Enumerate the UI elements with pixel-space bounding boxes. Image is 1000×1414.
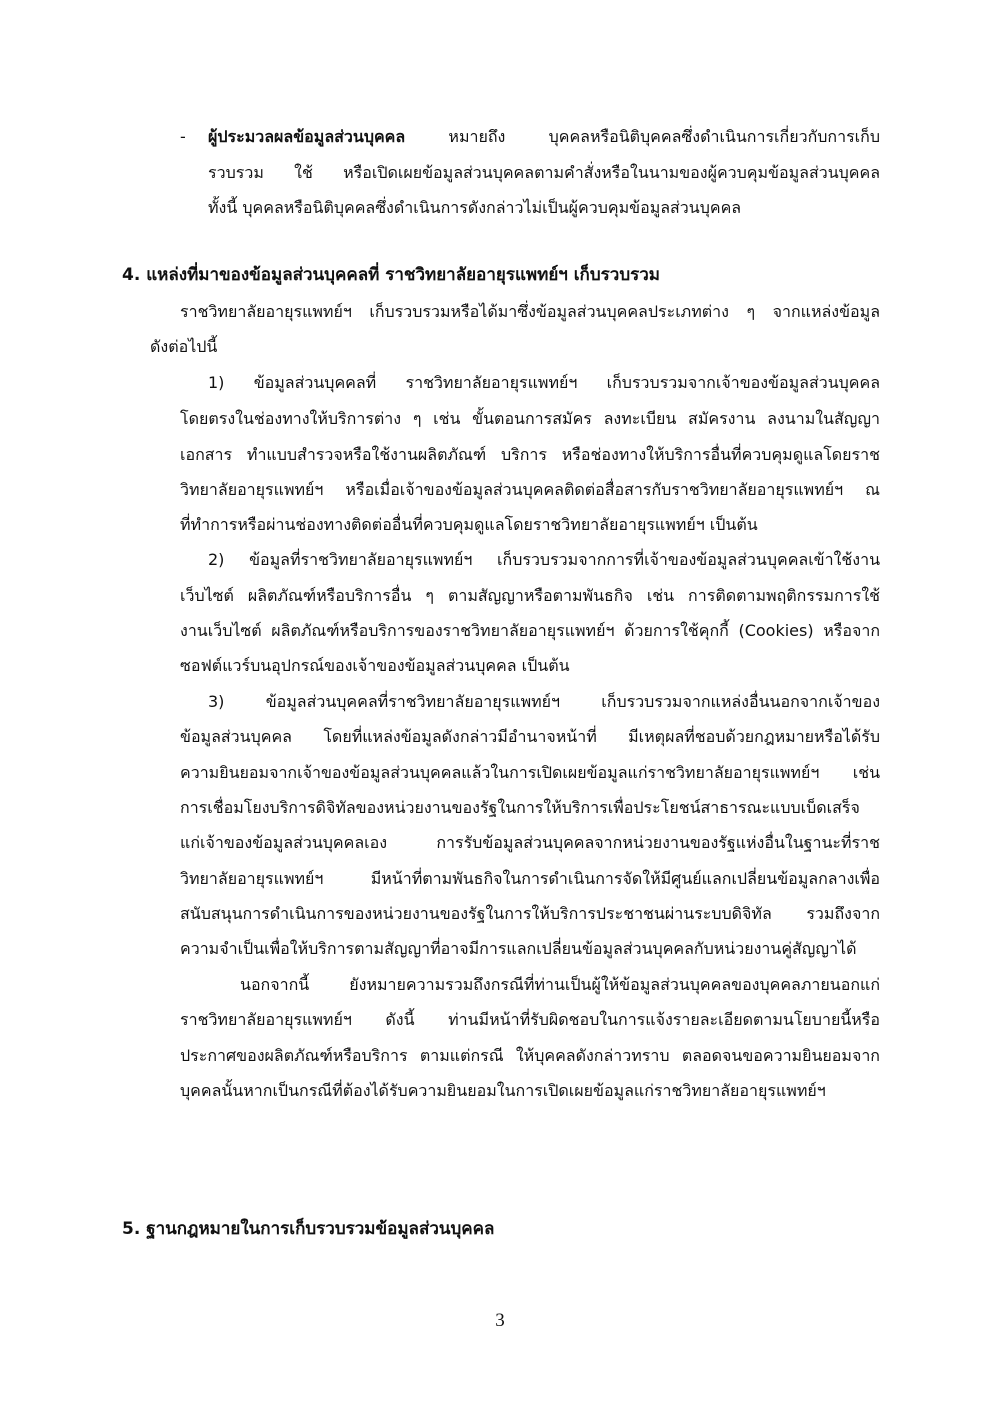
- item-1-line-5: ที่ทำการหรือผ่านช่องทางติดต่ออื่นที่ควบคุมดูแลโดยราชวิทยาลัยอายุรแพทย์ฯ เป็นต้น: [180, 515, 758, 534]
- section-4-heading: 4. แหล่งที่มาของข้อมูลส่วนบุคคลที่ ราชวิทยาลัยอายุรแพทย์ฯ เก็บรวบรวม: [122, 265, 660, 285]
- item-1-line-4: วิทยาลัยอายุรแพทย์ฯ หรือเมื่อเจ้าของข้อมูลส่วนบุคคลติดต่อสื่อสารกับราชวิทยาลัยอายุรแพทย์ฯ ณ: [180, 480, 880, 499]
- item-3-line-6: วิทยาลัยอายุรแพทย์ฯ มีหน้าที่ตามพันธกิจในการดำเนินการจัดให้มีศูนย์แลกเปลี่ยนข้อมูลกลางเพื่อ: [180, 869, 880, 888]
- section-4-intro-line-2: ดังต่อไปนี้: [150, 337, 218, 356]
- bullet-dash: -: [180, 127, 186, 146]
- item-3-line-1: 3) ข้อมูลส่วนบุคคลที่ราชวิทยาลัยอายุรแพทย์ฯ เก็บรวบรวมจากแหล่งอื่นนอกจากเจ้าของ: [208, 692, 880, 711]
- item-3-line-2: ข้อมูลส่วนบุคคล โดยที่แหล่งข้อมูลดังกล่าวมีอำนาจหน้าที่ มีเหตุผลที่ชอบด้วยกฎหมายหรือได้รับ: [180, 727, 880, 746]
- additional-line-1: นอกจากนี้ ยังหมายความรวมถึงกรณีที่ท่านเป็นผู้ให้ข้อมูลส่วนบุคคลของบุคคลภายนอกแก่: [240, 975, 880, 994]
- additional-line-4: บุคคลนั้นหากเป็นกรณีที่ต้องได้รับความยินยอมในการเปิดเผยข้อมูลแก่ราชวิทยาลัยอายุรแพทย์ฯ: [180, 1081, 826, 1100]
- additional-line-2: ราชวิทยาลัยอายุรแพทย์ฯ ดังนี้ ท่านมีหน้าที่รับผิดชอบในการแจ้งรายละเอียดตามนโยบายนี้หรือ: [180, 1010, 880, 1029]
- item-3-line-8: ความจำเป็นเพื่อให้บริการตามสัญญาที่อาจมีการแลกเปลี่ยนข้อมูลส่วนบุคคลกับหน่วยงานคู่สัญญาได้: [180, 939, 857, 958]
- definition-line-1: [208, 126, 880, 148]
- section-5-heading: 5. ฐานกฎหมายในการเก็บรวบรวมข้อมูลส่วนบุคคล: [122, 1219, 495, 1239]
- definition-term: ผู้ประมวลผลข้อมูลส่วนบุคคล: [208, 127, 406, 146]
- definition-line-1-text: หมายถึง บุคคลหรือนิติบุคคลซึ่งดำเนินการเกี่ยวกับการเก็บ: [448, 127, 880, 146]
- item-3-line-4: การเชื่อมโยงบริการดิจิทัลของหน่วยงานของรัฐในการให้บริการเพื่อประโยชน์สาธารณะแบบเบ็ดเสร็จ: [180, 798, 860, 817]
- section-4-intro-line-1: ราชวิทยาลัยอายุรแพทย์ฯ เก็บรวบรวมหรือได้มาซึ่งข้อมูลส่วนบุคคลประเภทต่าง ๆ จากแหล่งข้อมูล: [180, 302, 880, 321]
- item-2-line-1: 2) ข้อมูลที่ราชวิทยาลัยอายุรแพทย์ฯ เก็บรวบรวมจากการที่เจ้าของข้อมูลส่วนบุคคลเข้าใช้งาน: [208, 550, 880, 569]
- item-1-line-3: เอกสาร ทำแบบสำรวจหรือใช้งานผลิตภัณฑ์ บริการ หรือช่องทางให้บริการอื่นที่ควบคุมดูแลโดยราช: [180, 445, 880, 464]
- item-1-line-2: โดยตรงในช่องทางให้บริการต่าง ๆ เช่น ขั้นตอนการสมัคร ลงทะเบียน สมัครงาน ลงนามในสัญญา: [180, 409, 880, 428]
- page-number: 3: [495, 1310, 505, 1331]
- item-3-line-5: แก่เจ้าของข้อมูลส่วนบุคคลเอง การรับข้อมูลส่วนบุคคลจากหน่วยงานของรัฐแห่งอื่นในฐานะที่ราช: [180, 833, 880, 852]
- item-1-line-1: 1) ข้อมูลส่วนบุคคลที่ ราชวิทยาลัยอายุรแพทย์ฯ เก็บรวบรวมจากเจ้าของข้อมูลส่วนบุคคล: [208, 373, 880, 392]
- item-3-line-3: ความยินยอมจากเจ้าของข้อมูลส่วนบุคคลแล้วในการเปิดเผยข้อมูลแก่ราชวิทยาลัยอายุรแพทย์ฯ เช่น: [180, 763, 880, 782]
- item-2-line-2: เว็บไซต์ ผลิตภัณฑ์หรือบริการอื่น ๆ ตามสัญญาหรือตามพันธกิจ เช่น การติดตามพฤติกรรมการใช้: [180, 586, 880, 605]
- definition-line-3: ทั้งนี้ บุคคลหรือนิติบุคคลซึ่งดำเนินการดังกล่าวไม่เป็นผู้ควบคุมข้อมูลส่วนบุคคล: [208, 198, 742, 217]
- item-2-line-3: งานเว็บไซต์ ผลิตภัณฑ์หรือบริการของราชวิทยาลัยอายุรแพทย์ฯ ด้วยการใช้คุกกี้ (Cookies) หรือจาก: [180, 621, 880, 640]
- definition-line-2: รวบรวม ใช้ หรือเปิดเผยข้อมูลส่วนบุคคลตามคำสั่งหรือในนามของผู้ควบคุมข้อมูลส่วนบุคคล: [208, 163, 880, 182]
- additional-line-3: ประกาศของผลิตภัณฑ์หรือบริการ ตามแต่กรณี ให้บุคคลดังกล่าวทราบ ตลอดจนขอความยินยอมจาก: [180, 1046, 880, 1065]
- item-2-line-4: ซอฟต์แวร์บนอุปกรณ์ของเจ้าของข้อมูลส่วนบุคคล เป็นต้น: [180, 656, 570, 675]
- item-3-line-7: สนับสนุนการดำเนินการของหน่วยงานของรัฐในการให้บริการประชาชนผ่านระบบดิจิทัล รวมถึงจาก: [180, 904, 880, 923]
